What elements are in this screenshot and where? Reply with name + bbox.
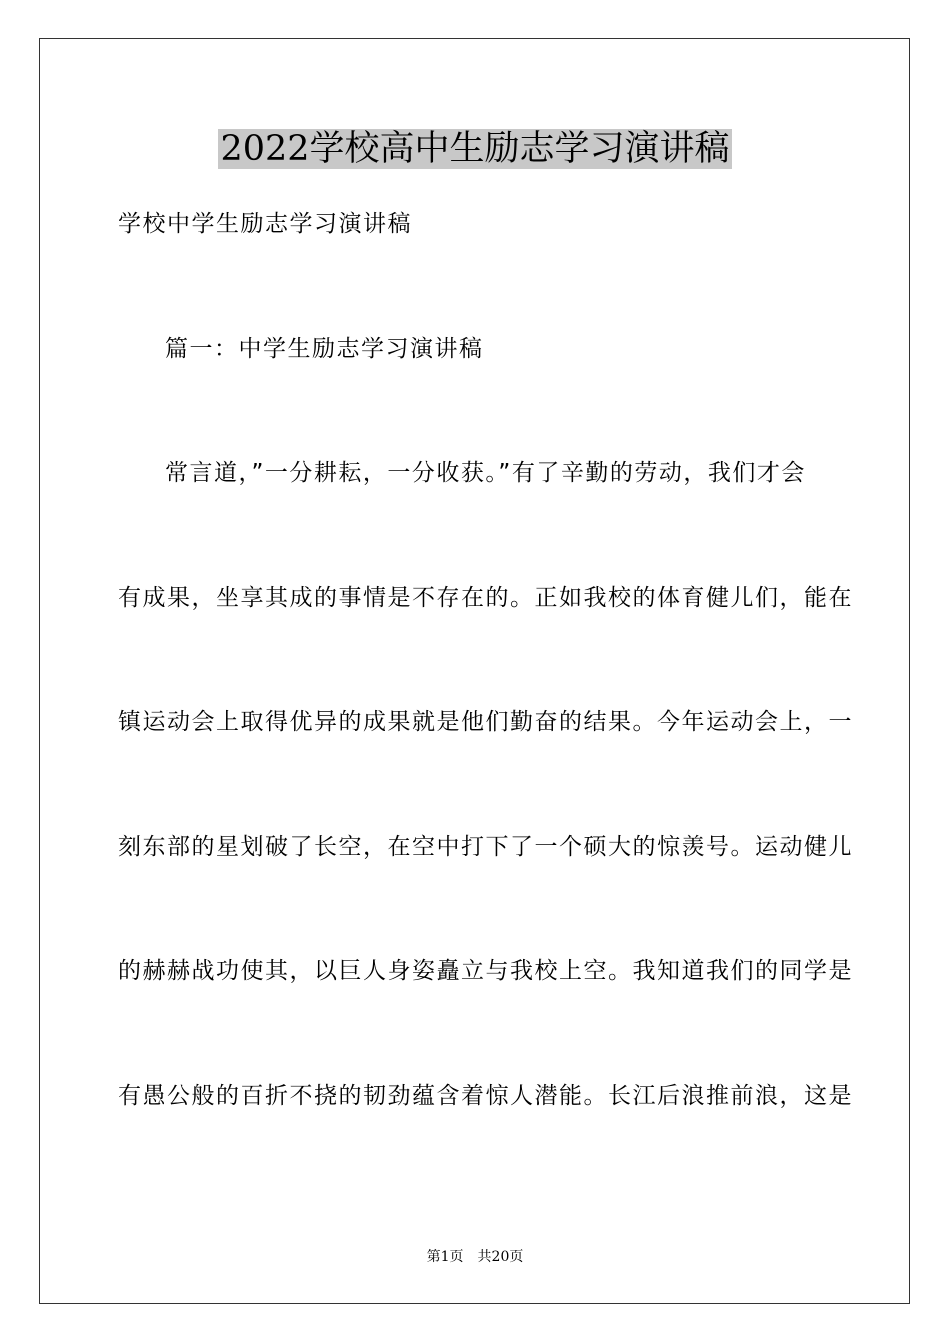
page-total: 共20页 bbox=[477, 1249, 524, 1265]
paragraph-line: 常言道，”一分耕耘，一分收获。”有了辛勤的劳动，我们才会 bbox=[165, 460, 806, 486]
paragraph-line: 有成果，坐享其成的事情是不存在的。正如我校的体育健儿们，能在 bbox=[118, 585, 853, 611]
paragraph-line: 刻东部的星划破了长空，在空中打下了一个硕大的惊羡号。运动健儿 bbox=[118, 834, 853, 860]
paragraph-line: 镇运动会上取得优异的成果就是他们勤奋的结果。今年运动会上，一 bbox=[118, 709, 853, 735]
page-number: 第1页 bbox=[426, 1249, 464, 1265]
document-title-text: 2022学校高中生励志学习演讲稿 bbox=[220, 129, 730, 169]
document-title bbox=[0, 124, 950, 174]
paragraph-line: 有愚公般的百折不挠的韧劲蕴含着惊人潜能。长江后浪推前浪，这是 bbox=[118, 1083, 853, 1109]
section-heading: 篇一：中学生励志学习演讲稿 bbox=[165, 336, 484, 362]
document-subtitle: 学校中学生励志学习演讲稿 bbox=[118, 211, 412, 237]
page-footer bbox=[0, 1246, 950, 1266]
paragraph-line: 的赫赫战功使其，以巨人身姿矗立与我校上空。我知道我们的同学是 bbox=[118, 958, 853, 984]
